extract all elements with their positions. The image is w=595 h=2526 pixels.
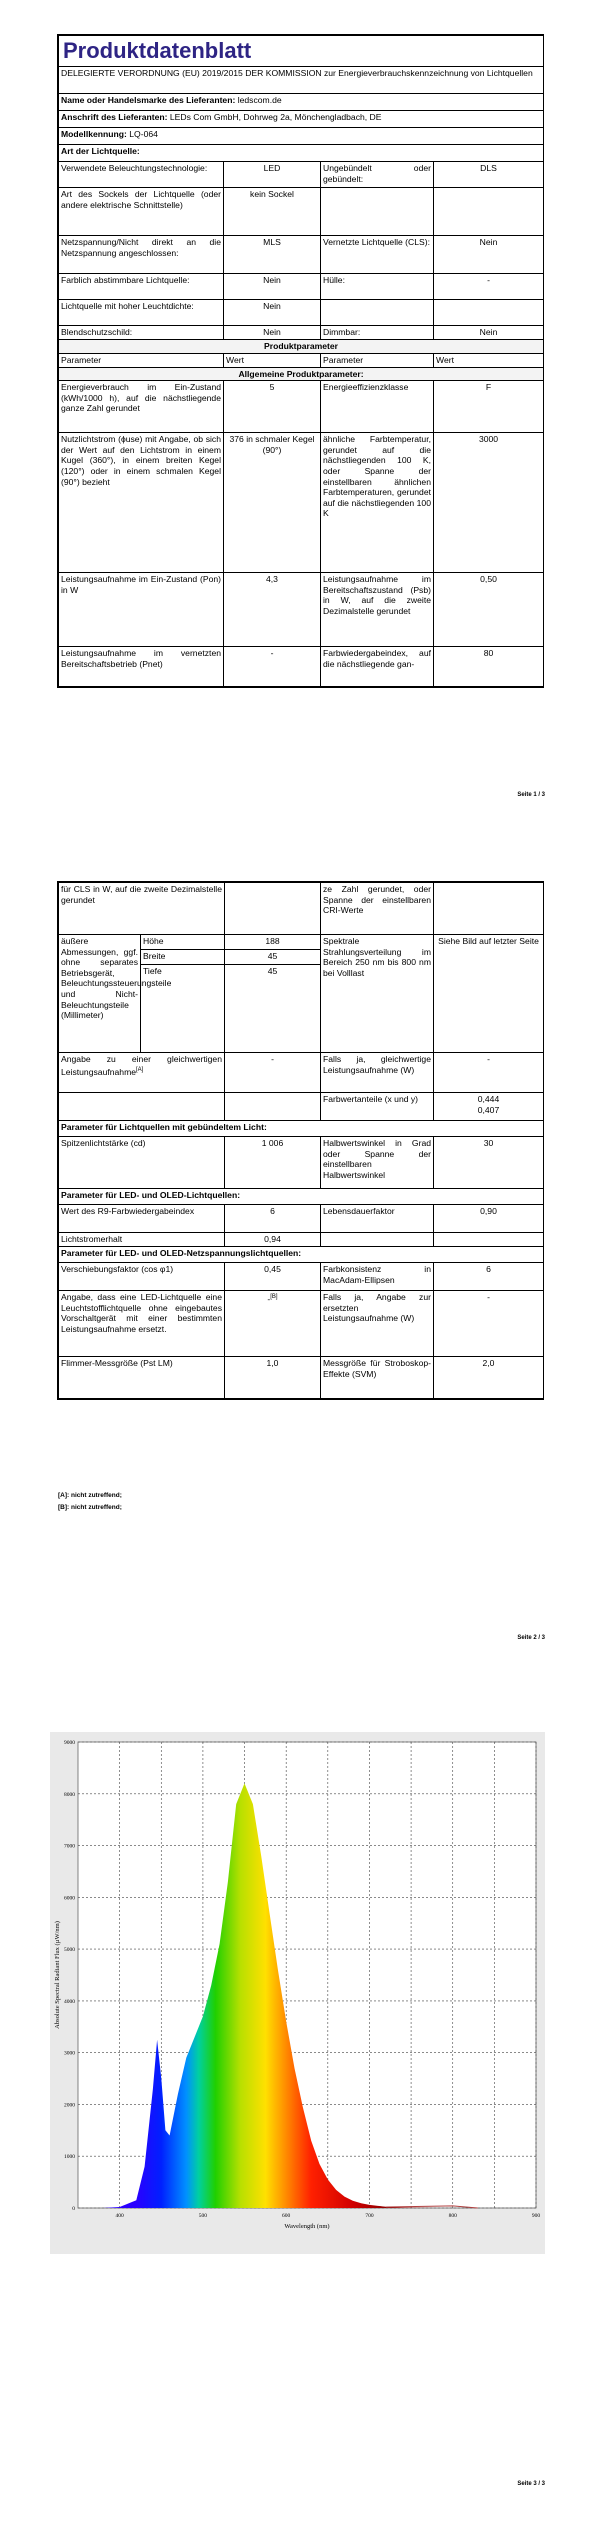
supplier-address-row	[59, 111, 544, 128]
flux-label: Nutzlichtstrom (ɸuse) mit Angabe, ob sich der Wert auf den Lichtstrom in einem Kugel (360°), in einem breiten Kegel (120°) oder in einem schmalen Kegel (90°) bezieht	[59, 433, 224, 573]
footnotes	[58, 1490, 122, 1514]
directional-heading: Parameter für Lichtquellen mit gebündeltem Licht:	[59, 1121, 544, 1137]
cri-label-cont: ze Zahl gerundet, oder Spanne der einstellbaren CRI-Werte	[321, 883, 434, 935]
mains-value: MLS	[224, 236, 321, 274]
class-label: Energieeffizienzklasse	[321, 381, 434, 433]
height-label: Höhe	[141, 935, 225, 950]
equiv-label: Angabe zu einer gleichwertigen Leistungsaufnahme[A]	[59, 1053, 225, 1093]
y-tick-label: 9000	[64, 1740, 75, 1746]
replace-value: -	[267, 1293, 271, 1304]
page-number-3: Seite 3 / 3	[517, 2481, 545, 2487]
energy-value: 5	[224, 381, 321, 433]
datasheet-table-page2	[57, 881, 544, 1400]
y-tick-label: 6000	[64, 1895, 75, 1902]
tunable-value: Nein	[224, 274, 321, 300]
cct-value: 3000	[434, 433, 544, 573]
replace-value-cell: -[B]	[225, 1291, 321, 1357]
tech-value: LED	[224, 162, 321, 188]
chroma-values	[434, 1093, 544, 1121]
macadam-label: Farbkonsistenz in MacAdam-Ellipsen	[321, 1263, 434, 1291]
cct-label: ähnliche Farbtemperatur, gerundet auf die nächstliegenden 100 K, oder Spanne der einstellbaren ähnlichen Farbtemperaturen, gerundet auf die nächstliegenden 100 K	[321, 433, 434, 573]
pnet-value-cont	[225, 883, 321, 935]
equiv-label-text: Angabe zu einer gleichwertigen Leistungsaufnahme	[61, 1054, 222, 1077]
cls-value: Nein	[434, 236, 544, 274]
spectrum-chart-frame	[50, 1732, 545, 2254]
spd-label: Spektrale Strahlungsverteilung im Bereich 250 nm bis 800 nm bei Volllast	[321, 935, 434, 1053]
cri-label: Farbwiedergabeindex, auf die nächstliegende gan-	[321, 647, 434, 687]
y-tick-label: 7000	[64, 1843, 75, 1850]
model-id: LQ-064	[129, 129, 158, 139]
col-param-header-2: Parameter	[321, 353, 434, 367]
chroma-empty	[59, 1093, 225, 1121]
lamp-type-heading: Art der Lichtquelle:	[59, 145, 544, 162]
peak-label: Spitzenlichtstärke (cd)	[59, 1137, 225, 1189]
page-title: Produktdatenblatt	[59, 36, 544, 67]
led-mains-heading: Parameter für LED- und OLED-Netzspannungslichtquellen:	[59, 1247, 544, 1263]
svm-label: Messgröße für Stroboskop-Effekte (SVM)	[321, 1357, 434, 1399]
class-value: F	[434, 381, 544, 433]
antiglare-label: Blendschutzschild:	[59, 326, 224, 340]
cap-empty-value	[434, 188, 544, 236]
datasheet-table-page1	[57, 34, 544, 688]
depth-value: 45	[225, 965, 321, 1053]
r9-value: 6	[225, 1205, 321, 1233]
flicker-label: Flimmer-Messgröße (Pst LM)	[59, 1357, 225, 1399]
envelope-value: -	[434, 274, 544, 300]
spectrum-chart	[50, 1732, 545, 2254]
y-tick-label: 3000	[64, 2050, 75, 2057]
replace-w-label: Falls ja, Angabe zur ersetzten Leistungsaufnahme (W)	[321, 1291, 434, 1357]
col-value-header-2: Wert	[434, 353, 544, 367]
lumen-empty-2	[434, 1233, 544, 1247]
pnet-value: -	[224, 647, 321, 687]
depth-label: Tiefe	[141, 965, 225, 1053]
directional-value: DLS	[434, 162, 544, 188]
svm-value: 2,0	[434, 1357, 544, 1399]
pon-value: 4,3	[224, 573, 321, 647]
chroma-label: Farbwertanteile (x und y)	[321, 1093, 434, 1121]
y-tick-label: 1000	[64, 2154, 75, 2161]
envelope-label: Hülle:	[321, 274, 434, 300]
x-tick-label: 400	[115, 2213, 124, 2219]
equiv-w-label: Falls ja, gleichwertige Leistungsaufnahme (W)	[321, 1053, 434, 1093]
antiglare-value: Nein	[224, 326, 321, 340]
flux-value: 376 in schmaler Kegel (90°)	[224, 433, 321, 573]
footnote-b: [B]: nicht zutreffend;	[58, 1504, 122, 1511]
col-param-header: Parameter	[59, 353, 224, 367]
supplier-brand: ledscom.de	[237, 95, 282, 105]
page-number-2: Seite 2 / 3	[517, 1635, 545, 1641]
energy-label: Energieverbrauch im Ein-Zustand (kWh/1000 h), auf die nächstliegende ganze Zahl gerundet	[59, 381, 224, 433]
lumen-empty	[321, 1233, 434, 1247]
params-heading: Produktparameter	[59, 340, 544, 354]
pf-value: 0,45	[225, 1263, 321, 1291]
r9-label: Wert des R9-Farbwiedergabeindex	[59, 1205, 225, 1233]
chroma-x: 0,444	[477, 1094, 500, 1104]
hl-value: Nein	[224, 300, 321, 326]
peak-value: 1 006	[225, 1137, 321, 1189]
x-tick-label: 500	[198, 2213, 208, 2219]
pnet-label: Leistungsaufnahme im vernetzten Bereitschaftsbetrieb (Pnet)	[59, 647, 224, 687]
supplier-brand-row	[59, 94, 544, 111]
chroma-empty-2	[225, 1093, 321, 1121]
footnote-a: [A]: nicht zutreffend;	[58, 1492, 122, 1499]
dimmable-label: Dimmbar:	[321, 326, 434, 340]
chroma-y: 0,407	[477, 1104, 500, 1115]
y-tick-label: 4000	[64, 1998, 75, 2005]
lumen-value: 0,94	[225, 1233, 321, 1247]
y-tick-label: 2000	[64, 2102, 75, 2109]
hl-empty-label	[321, 300, 434, 326]
beam-label: Halbwertswinkel in Grad oder Spanne der einstellbaren Halbwertswinkel	[321, 1137, 434, 1189]
hl-empty-value	[434, 300, 544, 326]
equiv-w-value: -	[434, 1053, 544, 1093]
x-tick-label: 600	[282, 2213, 291, 2219]
cri-value: 80	[434, 647, 544, 687]
dims-label: äußere Abmessungen, ggf. ohne separates Betriebsgerät, Beleuchtungssteuerungsteile und Nicht-Beleuchtungsteile (Millimeter)	[59, 935, 141, 1053]
dimmable-value: Nein	[434, 326, 544, 340]
width-value: 45	[225, 950, 321, 965]
y-axis-label: Absolute Spectral Radiant Flux (µW/nm)	[54, 1921, 61, 2029]
pon-label: Leistungsaufnahme im Ein-Zustand (Pon) in W	[59, 573, 224, 647]
x-tick-label: 800	[448, 2213, 457, 2219]
pf-label: Verschiebungsfaktor (cos φ1)	[59, 1263, 225, 1291]
equiv-value: -	[225, 1053, 321, 1093]
supplier-address-label: Anschrift des Lieferanten:	[61, 112, 168, 122]
cls-label: Vernetzte Lichtquelle (CLS):	[321, 236, 434, 274]
general-params-heading: Allgemeine Produktparameter:	[59, 367, 544, 381]
page-number-1: Seite 1 / 3	[517, 792, 545, 798]
psb-label: Leistungsaufnahme im Bereitschaftszustand (Psb) in W, auf die zweite Dezimalstelle gerundet	[321, 573, 434, 647]
directional-label: Ungebündelt oder gebündelt:	[321, 162, 434, 188]
y-tick-label: 8000	[64, 1791, 75, 1798]
y-tick-label: 0	[72, 2206, 75, 2212]
page-1	[0, 0, 595, 842]
psb-value: 0,50	[434, 573, 544, 647]
y-tick-label: 5000	[64, 1947, 75, 1954]
mains-label: Netzspannung/Nicht direkt an die Netzspannung angeschlossen:	[59, 236, 224, 274]
cap-empty-label	[321, 188, 434, 236]
replace-label: Angabe, dass eine LED-Lichtquelle eine Leuchtstofflichtquelle ohne eingebautes Vorschaltgerät mit einer bestimmten Leistungsaufnahme ersetzt.	[59, 1291, 225, 1357]
cap-value: kein Sockel	[224, 188, 321, 236]
supplier-brand-label: Name oder Handelsmarke des Lieferanten:	[61, 95, 236, 105]
height-value: 188	[225, 935, 321, 950]
tech-label: Verwendete Beleuchtungstechnologie:	[59, 162, 224, 188]
led-oled-heading: Parameter für LED- und OLED-Lichtquellen:	[59, 1189, 544, 1205]
width-label: Breite	[141, 950, 225, 965]
model-row	[59, 128, 544, 145]
pnet-label-cont: für CLS in W, auf die zweite Dezimalstelle gerundet	[59, 883, 225, 935]
page-3	[0, 1684, 595, 2526]
cap-label: Art des Sockels der Lichtquelle (oder andere elektrische Schnittstelle)	[59, 188, 224, 236]
x-tick-label: 700	[365, 2213, 374, 2219]
page-2	[0, 842, 595, 1684]
x-axis-label: Wavelength (nm)	[284, 2223, 330, 2230]
x-tick-label: 900	[531, 2213, 541, 2219]
col-value-header: Wert	[224, 353, 321, 367]
model-label: Modellkennung:	[61, 129, 127, 139]
spd-value: Siehe Bild auf letzter Seite	[434, 935, 544, 1053]
replace-w-value: -	[434, 1291, 544, 1357]
beam-value: 30	[434, 1137, 544, 1189]
macadam-value: 6	[434, 1263, 544, 1291]
regulation-text: DELEGIERTE VERORDNUNG (EU) 2019/2015 DER KOMMISSION zur Energieverbrauchskennzeichnung von Lichtquellen	[59, 67, 544, 94]
survival-value: 0,90	[434, 1205, 544, 1233]
flicker-value: 1,0	[225, 1357, 321, 1399]
survival-label: Lebensdauerfaktor	[321, 1205, 434, 1233]
tunable-label: Farblich abstimmbare Lichtquelle:	[59, 274, 224, 300]
hl-label: Lichtquelle mit hoher Leuchtdichte:	[59, 300, 224, 326]
lumen-label: Lichtstromerhalt	[59, 1233, 225, 1247]
cri-value-cont	[434, 883, 544, 935]
supplier-address: LEDs Com GmbH, Dohrweg 2a, Mönchengladbach, DE	[169, 112, 382, 122]
